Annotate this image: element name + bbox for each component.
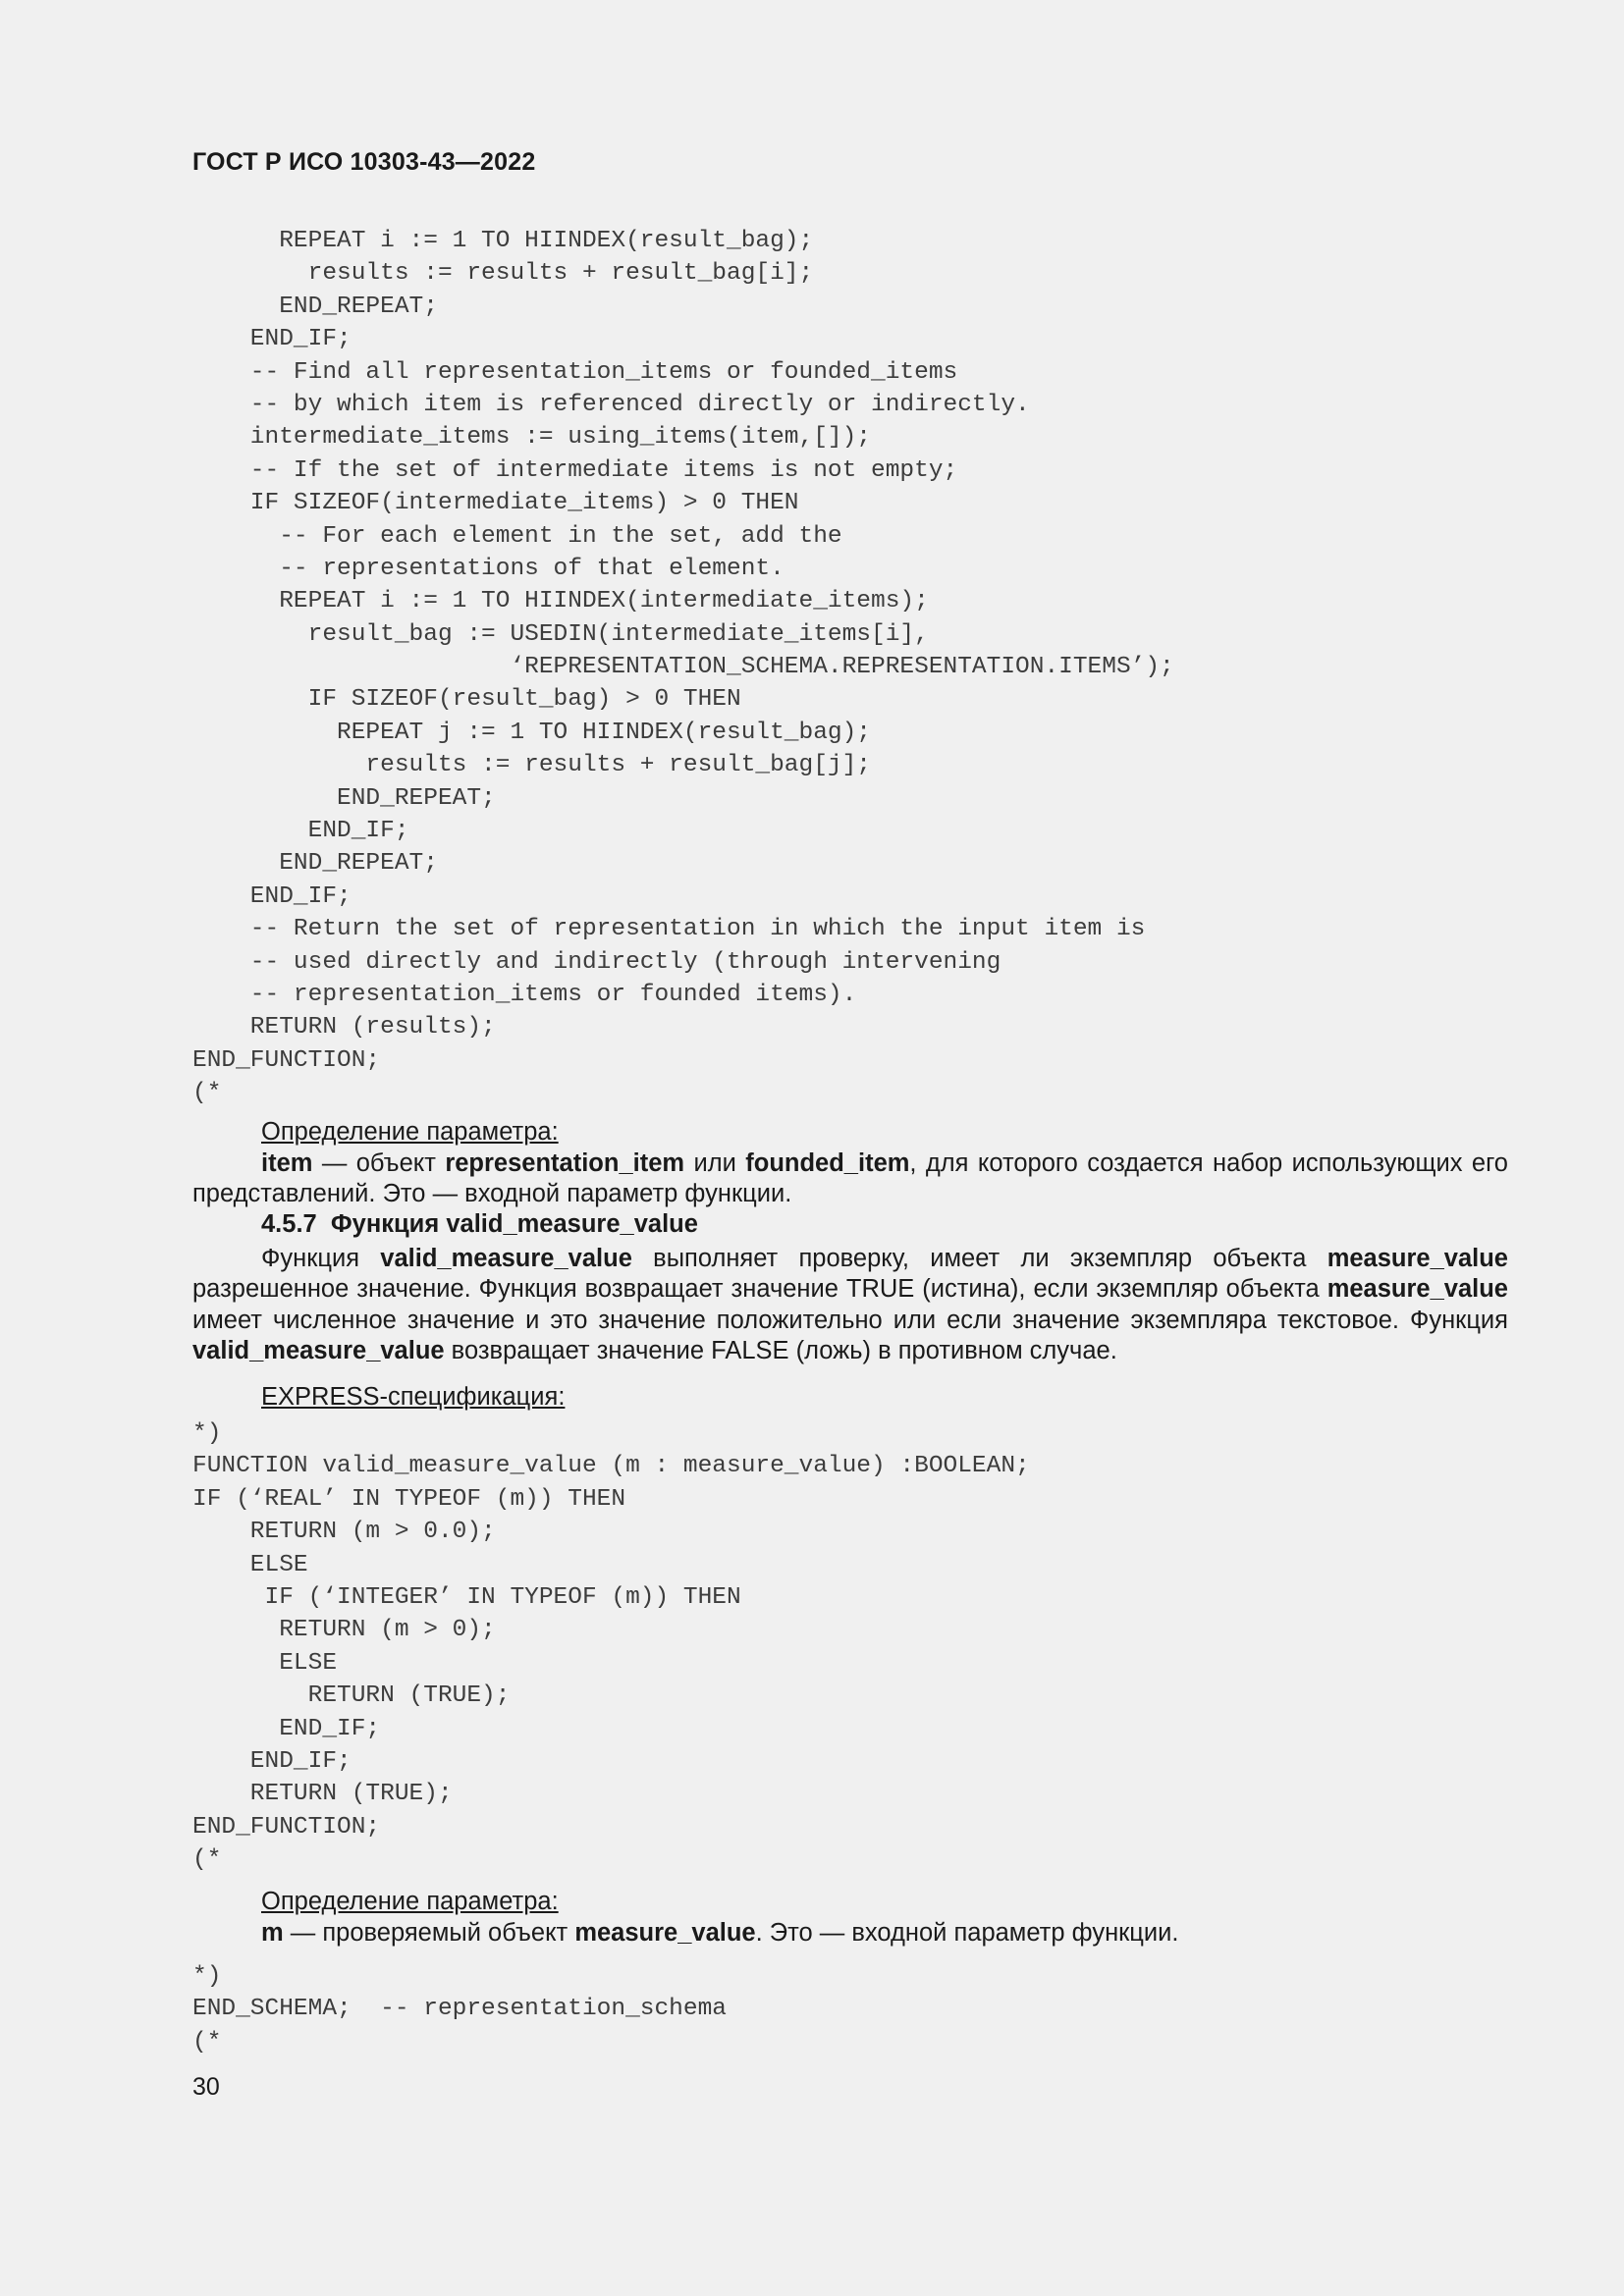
text-run: разрешенное значение. Функция возвращает значение TRUE (истина), если экземпляр объекта (192, 1275, 1327, 1303)
parameter-definition-heading: Определение параметра: (261, 1118, 559, 1146)
code-line: result_bag := USEDIN(intermediate_items[i], (192, 620, 929, 648)
text-run: или (684, 1148, 746, 1177)
code-line: END_REPEAT; (192, 293, 438, 320)
param-name: m (261, 1918, 284, 1947)
code-line: END_SCHEMA; -- representation_schema (192, 1996, 727, 2023)
page-number: 30 (192, 2073, 220, 2101)
code-line: (* (192, 1846, 222, 1874)
code-line: END_IF; (192, 1747, 352, 1775)
code-line: RETURN (TRUE); (192, 1682, 511, 1710)
code-line: -- For each element in the set, add the (192, 522, 842, 550)
code-block-end-schema (192, 1960, 727, 2058)
code-line: END_IF; (192, 1715, 381, 1742)
code-line: ELSE (192, 1649, 338, 1677)
text-run: выполняет проверку, имеет ли экземпляр объекта (631, 1244, 1327, 1272)
code-line: RETURN (TRUE); (192, 1781, 453, 1808)
text-run: — объект (312, 1148, 446, 1177)
code-block-function-end (192, 225, 1174, 1110)
entity-ref: measure_value (574, 1918, 756, 1947)
code-line: IF (‘REAL’ IN TYPEOF (m)) THEN (192, 1485, 626, 1513)
parameter-definition-item (192, 1117, 1508, 1210)
code-line: RETURN (m > 0); (192, 1617, 496, 1644)
document-header: ГОСТ Р ИСО 10303-43—2022 (192, 148, 536, 176)
code-line: FUNCTION valid_measure_value (m : measure_value) :BOOLEAN; (192, 1453, 1030, 1480)
code-line: intermediate_items := using_items(item,[]); (192, 424, 872, 452)
section-title-prefix: Функция (330, 1210, 447, 1238)
text-run: Функция (261, 1244, 381, 1272)
entity-ref: measure_value (1326, 1244, 1508, 1272)
code-line: (* (192, 1080, 222, 1107)
section-heading (192, 1209, 1508, 1241)
text-run: . Это — входной параметр функции. (755, 1918, 1179, 1947)
code-line: -- representations of that element. (192, 555, 785, 582)
entity-ref: founded_item (745, 1148, 910, 1177)
code-line: -- Find all representation_items or founded_items (192, 358, 958, 386)
code-line: *) (192, 1963, 222, 1990)
entity-ref: measure_value (1326, 1275, 1508, 1303)
code-line: ‘REPRESENTATION_SCHEMA.REPRESENTATION.ITEMS’); (192, 654, 1174, 681)
parameter-definition-text (192, 1918, 1508, 1949)
section-title-name: valid_measure_value (446, 1210, 698, 1238)
code-line: END_FUNCTION; (192, 1813, 381, 1841)
param-name: item (261, 1148, 313, 1177)
code-line: REPEAT i := 1 TO HIINDEX(intermediate_items); (192, 588, 929, 615)
code-line: results := results + result_bag[i]; (192, 260, 814, 288)
code-line: RETURN (results); (192, 1014, 496, 1041)
entity-ref: representation_item (445, 1148, 685, 1177)
text-run: — проверяемый объект (283, 1918, 575, 1947)
code-line: END_IF; (192, 326, 352, 353)
text-run: возвращает значение FALSE (ложь) в противном случае. (444, 1337, 1117, 1364)
text-run: имеет численное значение и это значение положительно или если значение экземпляра текстовое. Функция (192, 1306, 1508, 1334)
function-ref: valid_measure_value (380, 1244, 632, 1272)
code-line: IF (‘INTEGER’ IN TYPEOF (m)) THEN (192, 1583, 741, 1611)
code-line: -- If the set of intermediate items is not empty; (192, 456, 958, 484)
section-4-5-7 (192, 1209, 1508, 1413)
code-line: *) (192, 1420, 222, 1447)
parameter-definition-m (192, 1887, 1508, 1949)
section-number: 4.5.7 (261, 1210, 317, 1238)
parameter-definition-text (192, 1148, 1508, 1210)
code-line: ELSE (192, 1551, 308, 1578)
function-ref: valid_measure_value (192, 1337, 445, 1364)
text-run: , для которого создается набор использующих его представлений. Это — входной параметр функции. (192, 1148, 1508, 1207)
code-line: results := results + result_bag[j]; (192, 752, 872, 779)
parameter-definition-heading: Определение параметра: (261, 1888, 559, 1915)
express-spec-heading: EXPRESS-спецификация: (261, 1382, 566, 1411)
code-line: END_REPEAT; (192, 784, 496, 812)
code-line: -- by which item is referenced directly or indirectly. (192, 391, 1030, 418)
code-line: RETURN (m > 0.0); (192, 1519, 496, 1546)
code-line: END_IF; (192, 818, 409, 845)
code-line: -- representation_items or founded items). (192, 981, 857, 1008)
code-block-valid-measure-value (192, 1417, 1030, 1876)
code-line: (* (192, 2028, 222, 2056)
section-paragraph (192, 1244, 1508, 1367)
code-line: REPEAT j := 1 TO HIINDEX(result_bag); (192, 719, 872, 746)
code-line: END_IF; (192, 882, 352, 910)
code-line: -- Return the set of representation in which the input item is (192, 916, 1146, 943)
code-line: -- used directly and indirectly (through intervening (192, 948, 1001, 976)
code-line: IF SIZEOF(result_bag) > 0 THEN (192, 686, 741, 714)
code-line: REPEAT i := 1 TO HIINDEX(result_bag); (192, 228, 814, 254)
code-line: END_FUNCTION; (192, 1046, 381, 1074)
code-line: END_REPEAT; (192, 850, 438, 878)
code-line: IF SIZEOF(intermediate_items) > 0 THEN (192, 490, 799, 517)
